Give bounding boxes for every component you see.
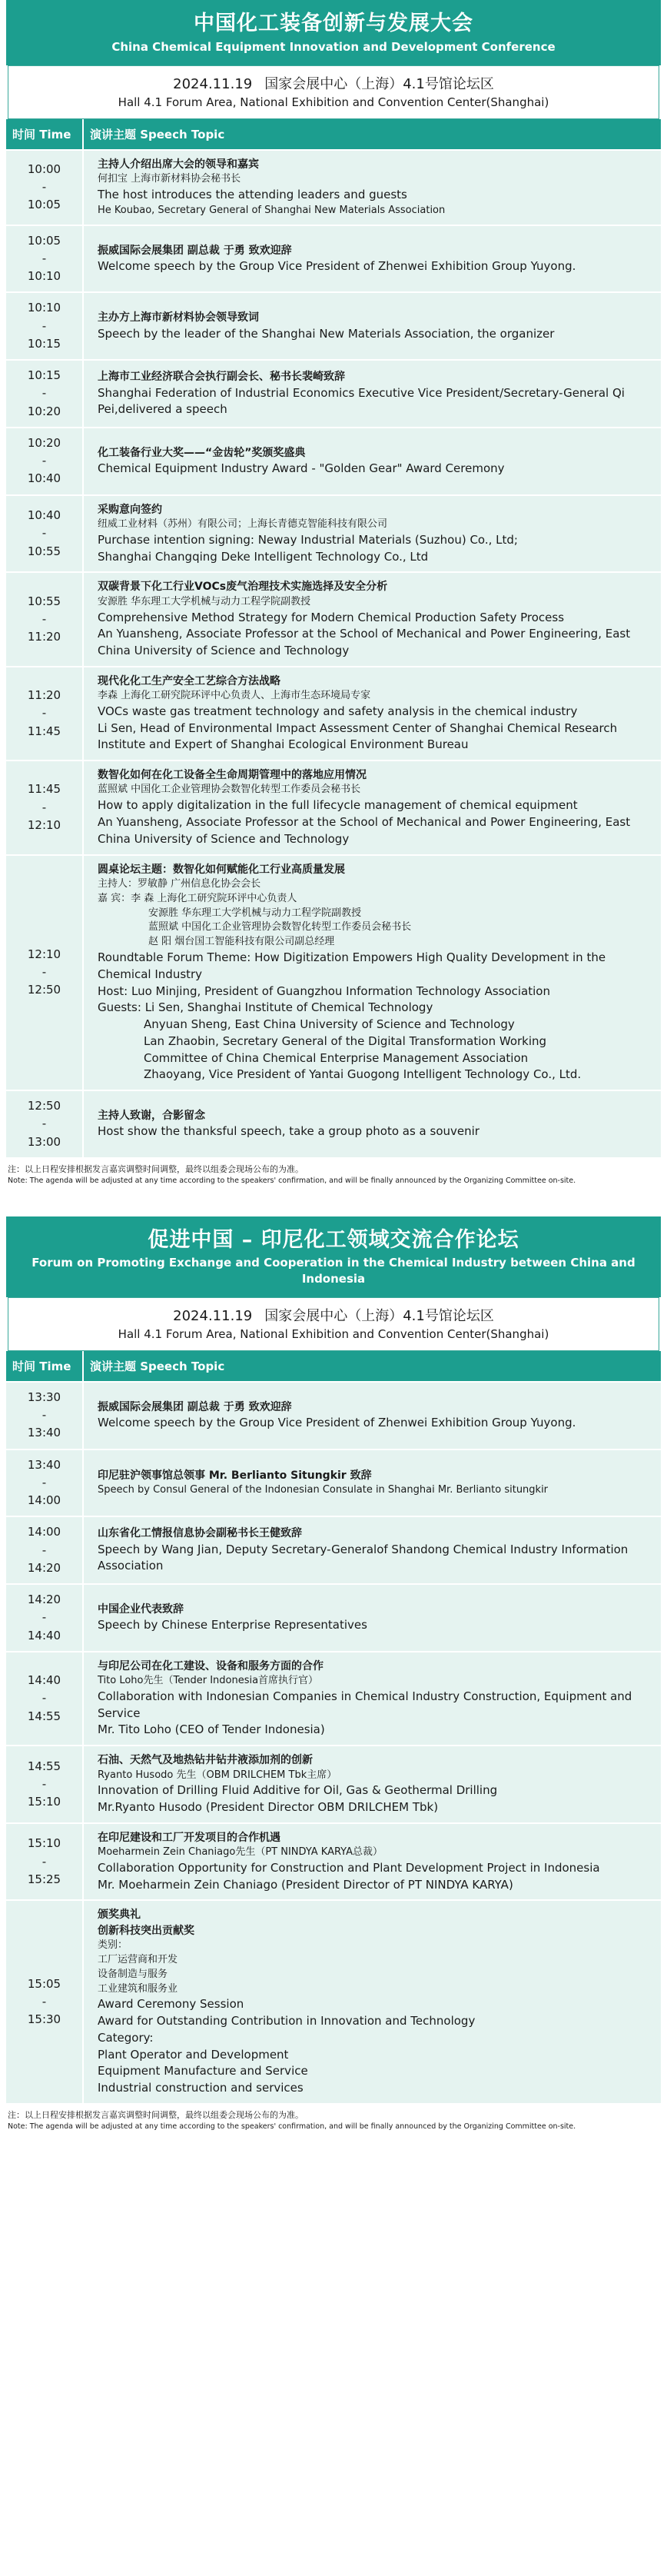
agenda-topic-line: Shanghai Federation of Industrial Economics Executive Vice President/Secretary-General Qi Pei,delivered a speech [98, 385, 625, 417]
agenda-topic-line: How to apply digitalization in the full lifecycle management of chemical equipment [98, 798, 578, 813]
agenda-topic-line: Ryanto Husodo 先生（OBM DRILCHEM Tbk主席） [98, 1769, 337, 1781]
agenda-topic-line: 主持人：罗敏静 广州信息化协会会长 [98, 877, 261, 890]
agenda-time: 14:00 - 14:20 [6, 1516, 83, 1584]
agenda-topic-line: Industrial construction and services [98, 2081, 304, 2095]
agenda-time: 13:40 - 14:00 [6, 1449, 83, 1517]
agenda-topic [83, 1449, 661, 1517]
agenda-topic-line: 数智化如何在化工设备全生命周期管理中的落地应用情况 [98, 769, 367, 782]
agenda-time: 12:10 - 12:50 [6, 855, 83, 1091]
agenda-time: 10:20 - 10:40 [6, 428, 83, 495]
agenda-time: 11:20 - 11:45 [6, 667, 83, 760]
agenda-time: 15:10 - 15:25 [6, 1823, 83, 1901]
agenda-row [6, 495, 661, 573]
agenda-topic-line: Welcome speech by the Group Vice President of Zhenwei Exhibition Group Yuyong. [98, 1415, 576, 1429]
conference-2 [0, 1216, 667, 2141]
agenda-topic [83, 428, 661, 495]
agenda-topic-line: 蓝照斌 中国化工企业管理协会数智化转型工作委员会秘书长 [148, 921, 412, 934]
agenda-topic [83, 1900, 661, 2103]
agenda-topic-line: Equipment Manufacture and Service [98, 2064, 308, 2078]
conference-2-date: 2024.11.19 [173, 1307, 253, 1324]
conference-2-banner [6, 1216, 661, 1297]
header-time: 时间 Time [6, 1351, 83, 1382]
conference-2-title-en: Forum on Promoting Exchange and Cooperation in the Chemical Industry between China and Indonesia [32, 1256, 635, 1286]
conference-2-note-en: Note: The agenda will be adjusted at any time according to the speakers' confirmation, and will be finally announced by the Organizing Committee on-site. [8, 2122, 576, 2132]
agenda-topic [83, 292, 661, 360]
agenda-topic [83, 572, 661, 666]
agenda-topic-line: 颁奖典礼 [98, 1909, 141, 1922]
header-topic: 演讲主题 Speech Topic [83, 119, 661, 150]
agenda-topic-line: Shanghai Changqing Deke Intelligent Technology Co., Ltd [98, 549, 429, 564]
agenda-topic-line: Chemical Equipment Industry Award - "Golden Gear" Award Ceremony [98, 461, 505, 476]
agenda-topic-line: Speech by Wang Jian, Deputy Secretary-Generalof Shandong Chemical Industry Information Association [98, 1542, 629, 1573]
conference-1-title-cn: 中国化工装备创新与发展大会 [194, 12, 473, 35]
section-divider [0, 1195, 667, 1216]
agenda-topic-line: 山东省化工情报信息协会副秘书长王健致辞 [98, 1527, 302, 1540]
agenda-topic-line: 设备制造与服务 [98, 1968, 168, 1980]
agenda-time: 14:20 - 14:40 [6, 1584, 83, 1652]
agenda-row [6, 292, 661, 360]
agenda-topic [83, 360, 661, 428]
agenda-topic-line: 振威国际会展集团 副总裁 于勇 致欢迎辞 [98, 1400, 292, 1413]
agenda-topic [83, 1516, 661, 1584]
table-header [6, 119, 661, 150]
agenda-row [6, 150, 661, 225]
agenda-topic [83, 1584, 661, 1652]
agenda-time: 11:45 - 12:10 [6, 760, 83, 854]
agenda-row [6, 1823, 661, 1901]
agenda-topic [83, 1823, 661, 1901]
agenda-topic-line: 双碳背景下化工行业VOCs废气治理技术实施选择及安全分析 [98, 581, 388, 594]
agenda-topic-line: 安源胜 华东理工大学机械与动力工程学院副教授 [98, 595, 311, 607]
agenda-topic-line: The host introduces the attending leaders and guests [98, 188, 407, 202]
agenda-topic-line: 何扣宝 上海市新材料协会秘书长 [98, 173, 241, 185]
agenda-row [6, 360, 661, 428]
agenda-time: 10:00 - 10:05 [6, 150, 83, 225]
agenda-topic [83, 150, 661, 225]
agenda-topic-line: Collaboration with Indonesian Companies in Chemical Industry Construction, Equipment and Service [98, 1689, 632, 1720]
agenda-time: 10:05 - 10:10 [6, 225, 83, 293]
conference-2-title-cn: 促进中国 – 印尼化工领域交流合作论坛 [148, 1227, 519, 1252]
agenda-row [6, 855, 661, 1091]
agenda-topic-line: 李森 上海化工研究院环评中心负责人、上海市生态环境局专家 [98, 690, 371, 702]
header-time: 时间 Time [6, 119, 83, 150]
agenda-topic-line: 安源胜 华东理工大学机械与动力工程学院副教授 [148, 907, 362, 919]
agenda-topic-line: Award for Outstanding Contribution in Innovation and Technology [98, 2014, 476, 2029]
agenda-topic-line: 在印尼建设和工厂开发项目的合作机遇 [98, 1831, 280, 1844]
agenda-topic-line: 与印尼公司在化工建设、设备和服务方面的合作 [98, 1659, 324, 1672]
agenda-topic-line: 上海市工业经济联合会执行副会长、秘书长裴崎致辞 [98, 371, 345, 384]
agenda-time: 10:10 - 10:15 [6, 292, 83, 360]
conference-1-note-en: Note: The agenda will be adjusted at any time according to the speakers' confirmation, and will be finally announced by the Organizing Committee on-site. [8, 1177, 576, 1186]
agenda-row [6, 667, 661, 760]
agenda-row [6, 1449, 661, 1517]
agenda-row [6, 1746, 661, 1823]
agenda-topic-line: Guests: Li Sen, Shanghai Institute of Chemical Technology [98, 1000, 433, 1015]
agenda-topic-line: He Koubao, Secretary General of Shanghai New Materials Association [98, 204, 446, 216]
agenda-topic [83, 760, 661, 854]
conference-1-banner [6, 0, 661, 65]
conference-1-info [8, 65, 659, 119]
conference-2-agenda-table [6, 1351, 661, 2105]
conference-1-agenda-table [6, 119, 661, 1159]
agenda-topic-line: Mr.Ryanto Husodo (President Director OBM DRILCHEM Tbk) [98, 1800, 439, 1815]
agenda-topic-line: 采购意向签约 [98, 503, 162, 516]
agenda-topic-line: Moeharmein Zein Chaniago先生（PT NINDYA KARYA总裁） [98, 1846, 383, 1859]
agenda-topic [83, 1746, 661, 1823]
agenda-topic-line: Committee of China Chemical Enterprise Management Association [144, 1050, 529, 1065]
agenda-topic-line: 化工装备行业大奖——“金齿轮”奖颁奖盛典 [98, 446, 306, 459]
agenda-row [6, 428, 661, 495]
agenda-topic-line: 现代化化工生产安全工艺综合方法战略 [98, 674, 280, 687]
agenda-topic [83, 1090, 661, 1158]
agenda-topic-line: Tito Loho先生（Tender Indonesia首席执行官） [98, 1675, 319, 1687]
agenda-time: 14:55 - 15:10 [6, 1746, 83, 1823]
agenda-topic-line: 工业建筑和服务业 [98, 1982, 178, 1995]
agenda-topic-line: 主持人介绍出席大会的领导和嘉宾 [98, 158, 259, 171]
agenda-topic-line: Collaboration Opportunity for Construction and Plant Development Project in Indonesia [98, 1860, 600, 1875]
agenda-time: 10:55 - 11:20 [6, 572, 83, 666]
agenda-topic-line: Speech by Chinese Enterprise Representatives [98, 1618, 367, 1632]
conference-2-agenda-rows [6, 1382, 661, 2104]
agenda-topic-line: Host show the thanksful speech, take a group photo as a souvenir [98, 1124, 480, 1139]
agenda-topic [83, 667, 661, 760]
agenda-row [6, 1090, 661, 1158]
table-header [6, 1351, 661, 1382]
agenda-time: 12:50 - 13:00 [6, 1090, 83, 1158]
agenda-topic [83, 1652, 661, 1746]
agenda-topic [83, 855, 661, 1091]
agenda-topic-line: 工厂运营商和开发 [98, 1953, 178, 1965]
agenda-topic-line: 纽威工业材料（苏州）有限公司；上海长青德克智能科技有限公司 [98, 518, 388, 531]
agenda-topic-line: Mr. Moeharmein Zein Chaniago (President Director of PT NINDYA KARYA) [98, 1877, 513, 1892]
agenda-topic-line: Mr. Tito Loho (CEO of Tender Indonesia) [98, 1722, 325, 1737]
agenda-topic-line: Zhaoyang, Vice President of Yantai Guogong Intelligent Technology Co., Ltd. [144, 1067, 582, 1082]
agenda-row [6, 225, 661, 293]
agenda-topic-line: Welcome speech by the Group Vice President of Zhenwei Exhibition Group Yuyong. [98, 258, 576, 273]
agenda-topic-line: VOCs waste gas treatment technology and safety analysis in the chemical industry [98, 704, 578, 718]
agenda-topic-line: 主持人致谢，合影留念 [98, 1109, 205, 1122]
agenda-topic [83, 225, 661, 293]
conference-2-note-cn: 注：以上日程安排根据发言嘉宾调整时间调整，最终以组委会现场公布的为准。 [8, 2109, 304, 2120]
agenda-topic [83, 1382, 661, 1449]
agenda-time: 10:40 - 10:55 [6, 495, 83, 573]
agenda-topic-line: An Yuansheng, Associate Professor at the School of Mechanical and Power Engineering, East China University of Science and Technology [98, 815, 631, 846]
conference-1-title-en: China Chemical Equipment Innovation and Development Conference [111, 39, 556, 54]
agenda-topic-line: 类别： [98, 1939, 128, 1952]
agenda-topic-line: 主办方上海市新材料协会领导致词 [98, 311, 259, 324]
conference-1-note-cn: 注：以上日程安排根据发言嘉宾调整时间调整，最终以组委会现场公布的为准。 [8, 1163, 304, 1174]
agenda-topic [83, 495, 661, 573]
agenda-time: 10:15 - 10:20 [6, 360, 83, 428]
agenda-topic-line: 嘉 宾：李 森 上海化工研究院环评中心负责人 [98, 892, 297, 904]
conference-1-date: 2024.11.19 [173, 76, 253, 92]
agenda-topic-line: Lan Zhaobin, Secretary General of the Digital Transformation Working [144, 1033, 547, 1048]
agenda-row [6, 1516, 661, 1584]
agenda-topic-line: 圆桌论坛主题：数智化如何赋能化工行业高质量发展 [98, 863, 345, 876]
agenda-topic-line: Category: [98, 2030, 154, 2045]
agenda-topic-line: Li Sen, Head of Environmental Impact Assessment Center of Shanghai Chemical Research Institute and Expert of Shanghai Ecological Environment Bureau [98, 721, 618, 752]
agenda-row [6, 1652, 661, 1746]
agenda-topic-line: 中国企业代表致辞 [98, 1603, 184, 1616]
conference-1-agenda-rows [6, 150, 661, 1158]
conference-2-info [8, 1297, 659, 1351]
agenda-topic-line: An Yuansheng, Associate Professor at the School of Mechanical and Power Engineering, East China University of Science and Technology [98, 627, 631, 658]
conference-1-venue-en: Hall 4.1 Forum Area, National Exhibition and Convention Center(Shanghai) [118, 95, 549, 109]
agenda-topic-line: Innovation of Drilling Fluid Additive for Oil, Gas & Geothermal Drilling [98, 1783, 498, 1798]
agenda-topic-line: Comprehensive Method Strategy for Modern Chemical Production Safety Process [98, 610, 565, 624]
agenda-topic-line: 石油、天然气及地热钻井钻井液添加剂的创新 [98, 1754, 313, 1767]
agenda-topic-line: Award Ceremony Session [98, 1997, 244, 2012]
agenda-row [6, 1900, 661, 2103]
conference-1 [0, 0, 667, 1195]
agenda-row [6, 1584, 661, 1652]
agenda-topic-line: Roundtable Forum Theme: How Digitization Empowers High Quality Development in the Chemical Industry [98, 950, 606, 981]
agenda-topic-line: 印尼驻沪领事馆总领事 Mr. Berlianto Situngkir 致辞 [98, 1469, 372, 1482]
agenda-row [6, 760, 661, 854]
agenda-topic-line: Purchase intention signing: Neway Industrial Materials (Suzhou) Co., Ltd; [98, 532, 518, 547]
agenda-topic-line: Speech by the leader of the Shanghai New Materials Association, the organizer [98, 326, 555, 341]
agenda-topic-line: 创新科技突出贡献奖 [98, 1924, 194, 1937]
agenda-time: 13:30 - 13:40 [6, 1382, 83, 1449]
agenda-topic-line: Anyuan Sheng, East China University of Science and Technology [144, 1017, 515, 1032]
conference-1-venue-cn: 国家会展中心（上海）4.1号馆论坛区 [264, 76, 494, 92]
agenda-topic-line: 蓝照斌 中国化工企业管理协会数智化转型工作委员会秘书长 [98, 784, 361, 796]
agenda-time: 14:40 - 14:55 [6, 1652, 83, 1746]
conference-2-venue-cn: 国家会展中心（上海）4.1号馆论坛区 [264, 1307, 494, 1324]
agenda-topic-line: Speech by Consul General of the Indonesian Consulate in Shanghai Mr. Berlianto situngkir [98, 1484, 549, 1496]
agenda-topic-line: 赵 阳 烟台国工智能科技有限公司副总经理 [148, 936, 335, 948]
conference-2-venue-en: Hall 4.1 Forum Area, National Exhibition and Convention Center(Shanghai) [118, 1326, 549, 1341]
agenda-time: 15:05 - 15:30 [6, 1900, 83, 2103]
agenda-row [6, 1382, 661, 1449]
agenda-topic-line: 振威国际会展集团 副总裁 于勇 致欢迎辞 [98, 244, 292, 257]
agenda-topic-line: Plant Operator and Development [98, 2047, 289, 2062]
agenda-topic-line: Host: Luo Minjing, President of Guangzhou Information Technology Association [98, 983, 550, 998]
header-topic: 演讲主题 Speech Topic [83, 1351, 661, 1382]
agenda-row [6, 572, 661, 666]
